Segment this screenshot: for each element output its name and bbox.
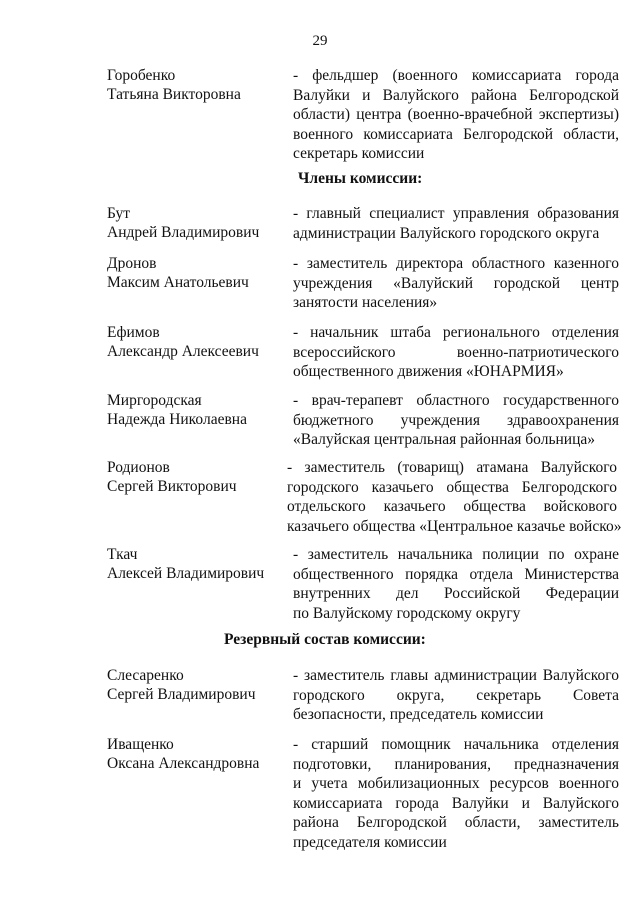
person-name bbox=[107, 323, 287, 361]
description-line: «Валуйская центральная районная больница» bbox=[293, 431, 596, 448]
position-description bbox=[287, 458, 622, 536]
description-line: - врач-терапевт областного государственного bbox=[293, 392, 619, 409]
description-line: всероссийского военно-патриотического bbox=[293, 343, 619, 361]
given-names: Алексей Владимирович bbox=[107, 565, 265, 582]
description-line: городского казачьего общества Белгородского bbox=[287, 478, 617, 496]
description-line: Валуйки и Валуйского района Белгородской bbox=[293, 86, 619, 104]
description-line: общественного движения «ЮНАРМИЯ» bbox=[293, 363, 564, 380]
given-names: Максим Анатольевич bbox=[107, 274, 249, 291]
description-line: городского округа, секретарь Совета bbox=[293, 686, 619, 704]
description-line: администрации Валуйского городского округа bbox=[293, 224, 600, 242]
surname: Ткач bbox=[107, 546, 138, 563]
description-line: отдельского казачьего общества войскового bbox=[287, 498, 617, 515]
description-line: - заместитель (товарищ) атамана Валуйского bbox=[287, 459, 617, 476]
position-description bbox=[293, 254, 619, 313]
position-description bbox=[293, 323, 619, 382]
position-description bbox=[293, 545, 619, 623]
position-description bbox=[293, 66, 619, 164]
description-line: - начальник штаба регионального отделения bbox=[293, 324, 619, 341]
person-name bbox=[107, 666, 287, 704]
surname: Слесаренко bbox=[107, 667, 184, 684]
members-heading: Члены комиссии: bbox=[298, 170, 423, 187]
given-names: Сергей Викторович bbox=[107, 478, 237, 495]
description-line: и учета мобилизационных ресурсов военного bbox=[293, 775, 619, 792]
person-name bbox=[107, 66, 287, 104]
surname: Миргородская bbox=[107, 392, 202, 409]
surname: Иващенко bbox=[107, 736, 174, 753]
description-line: общественного порядка отдела Министерства bbox=[293, 565, 619, 583]
position-description bbox=[293, 666, 619, 725]
given-names: Оксана Александровна bbox=[107, 755, 260, 772]
description-line: председателя комиссии bbox=[293, 833, 447, 851]
given-names: Татьяна Викторовна bbox=[107, 86, 241, 103]
description-line: района Белгородской области, заместитель bbox=[293, 814, 619, 831]
given-names: Андрей Владимирович bbox=[107, 224, 260, 241]
description-line: - заместитель главы администрации Валуйского bbox=[293, 667, 619, 684]
description-line: - заместитель директора областного казенного bbox=[293, 255, 619, 272]
position-description bbox=[293, 735, 619, 852]
description-line: по Валуйскому городскому округу bbox=[293, 604, 521, 622]
description-line: безопасности, председатель комиссии bbox=[293, 706, 544, 723]
description-line: подготовки, планирования, предназначения bbox=[293, 755, 619, 773]
person-name bbox=[107, 391, 287, 429]
surname: Ефимов bbox=[107, 324, 160, 341]
description-line: - старший помощник начальника отделения bbox=[293, 736, 619, 753]
description-line: секретарь комиссии bbox=[293, 145, 425, 162]
position-description bbox=[293, 391, 619, 450]
description-line: области) центра (военно-врачебной экспертизы) bbox=[293, 106, 619, 123]
surname: Родионов bbox=[107, 459, 170, 476]
surname: Бут bbox=[107, 205, 131, 222]
given-names: Сергей Владимирович bbox=[107, 686, 256, 703]
position-description bbox=[293, 204, 619, 243]
given-names: Надежда Николаевна bbox=[107, 411, 247, 428]
description-line: казачьего общества «Центральное казачье войско» bbox=[287, 517, 622, 535]
person-name bbox=[107, 545, 287, 583]
description-line: военного комиссариата Белгородской области, bbox=[293, 125, 619, 143]
description-line: комиссариата города Валуйки и Валуйского bbox=[293, 794, 619, 812]
description-line: - заместитель начальника полиции по охране bbox=[293, 546, 619, 563]
given-names: Александр Алексеевич bbox=[107, 343, 259, 360]
surname: Дронов bbox=[107, 255, 157, 272]
reserve-heading: Резервный состав комиссии: bbox=[224, 631, 426, 648]
description-line: внутренних дел Российской Федерации bbox=[293, 585, 619, 602]
description-line: - главный специалист управления образования bbox=[293, 205, 619, 222]
surname: Горобенко bbox=[107, 67, 176, 84]
page-number: 29 bbox=[312, 33, 328, 49]
description-line: - фельдшер (военного комиссариата города bbox=[293, 67, 619, 84]
person-name bbox=[107, 204, 287, 242]
person-name bbox=[107, 735, 287, 773]
description-line: учреждения «Валуйский городской центр bbox=[293, 274, 619, 292]
description-line: занятости населения» bbox=[293, 294, 438, 311]
description-line: бюджетного учреждения здравоохранения bbox=[293, 411, 619, 429]
person-name bbox=[107, 458, 287, 496]
person-name bbox=[107, 254, 287, 292]
